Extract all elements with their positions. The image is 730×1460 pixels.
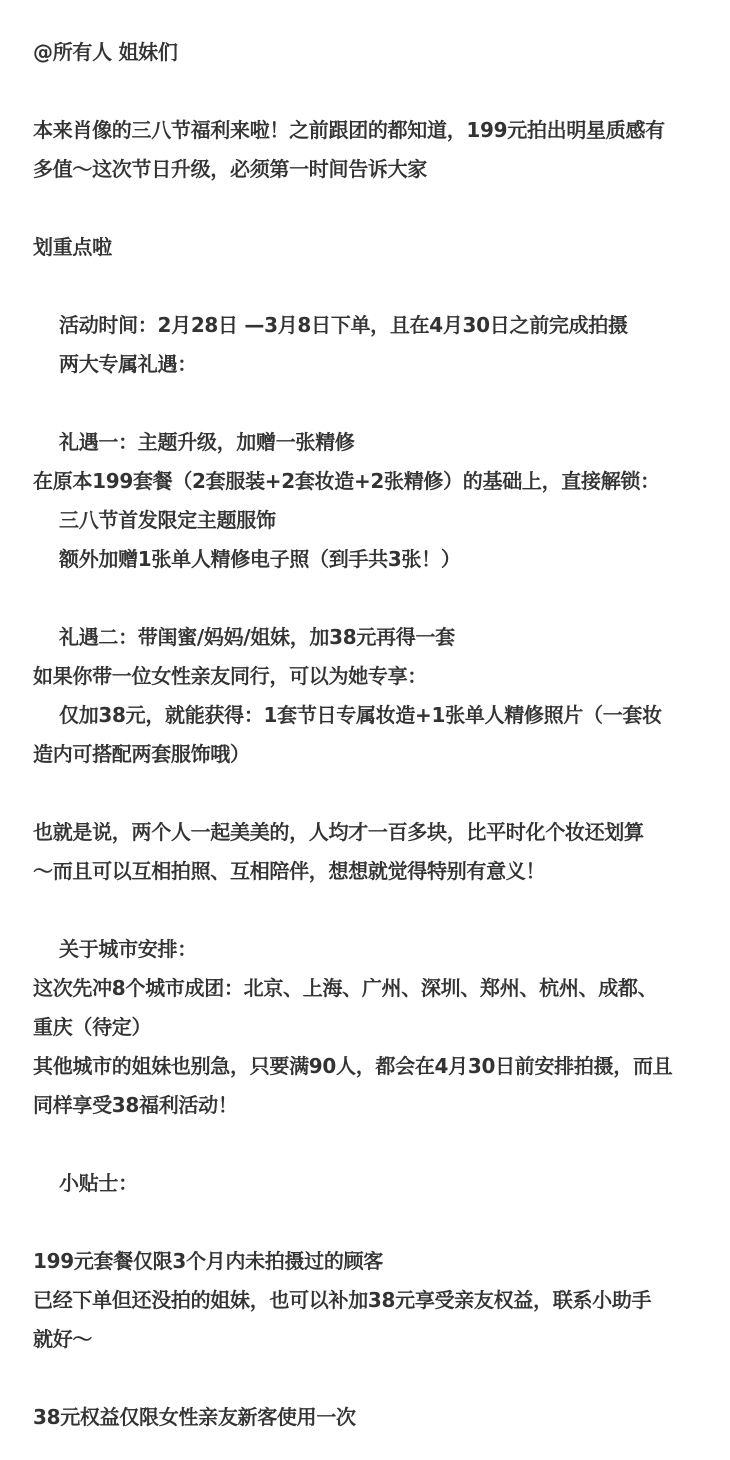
summary-line-2: ～而且可以互相拍照、互相陪伴，想想就觉得特别有意义！ [33, 859, 546, 883]
benefit-two-desc: 如果你带一位女性亲友同行，可以为她专享： [33, 664, 427, 688]
mention-line: @所有人 姐妹们 [33, 40, 178, 64]
benefit-one-title: 礼遇一：主题升级，加赠一张精修 [59, 430, 355, 454]
tip-2-line-1: 已经下单但还没拍的姐妹，也可以补加38元享受亲友权益，联系小助手 [33, 1288, 652, 1312]
tip-2-line-2: 就好～ [33, 1327, 93, 1351]
intro-line-2: 多值～这次节日升级，必须第一时间告诉大家 [33, 157, 427, 181]
summary-line-1: 也就是说，两个人一起美美的，人均才一百多块，比平时化个妆还划算 [33, 820, 644, 844]
benefit-two-title: 礼遇二：带闺蜜/妈妈/姐妹，加38元再得一套 [59, 625, 455, 649]
benefit-two-item-line-2: 造内可搭配两套服饰哦） [33, 742, 250, 766]
spacer [33, 189, 723, 228]
spacer [33, 267, 723, 306]
spacer [33, 1203, 723, 1242]
city-line-1: 这次先冲8个城市成团：北京、上海、广州、深圳、郑州、杭州、成都、 [33, 976, 658, 1000]
highlight-heading: 划重点啦 [33, 235, 112, 259]
spacer [33, 1125, 723, 1164]
message-body [33, 33, 723, 1437]
tips-heading: 小贴士： [59, 1171, 138, 1195]
spacer [33, 774, 723, 813]
benefit-one-item-1: 三八节首发限定主题服饰 [59, 508, 276, 532]
spacer [33, 1359, 723, 1398]
benefit-one-item-2: 额外加赠1张单人精修电子照（到手共3张！） [59, 547, 461, 571]
activity-time: 活动时间：2月28日 —3月8日下单，且在4月30日之前完成拍摄 [59, 313, 628, 337]
two-benefits-heading: 两大专属礼遇： [59, 352, 197, 376]
tip-3: 38元权益仅限女性亲友新客使用一次 [33, 1405, 356, 1429]
city-line-3: 其他城市的姐妹也别急，只要满90人，都会在4月30日前安排拍摄，而且 [33, 1054, 673, 1078]
spacer [33, 579, 723, 618]
spacer [33, 72, 723, 111]
benefit-one-desc: 在原本199套餐（2套服装+2套妆造+2张精修）的基础上，直接解锁： [33, 469, 660, 493]
spacer [33, 384, 723, 423]
tip-1: 199元套餐仅限3个月内未拍摄过的顾客 [33, 1249, 383, 1273]
spacer [33, 891, 723, 930]
benefit-two-item-line-1: 仅加38元，就能获得：1套节日专属妆造+1张单人精修照片（一套妆 [59, 703, 662, 727]
city-heading: 关于城市安排： [59, 937, 197, 961]
city-line-4: 同样享受38福利活动！ [33, 1093, 238, 1117]
city-line-2: 重庆（待定） [33, 1015, 152, 1039]
intro-line-1: 本来肖像的三八节福利来啦！之前跟团的都知道，199元拍出明星质感有 [33, 118, 665, 142]
